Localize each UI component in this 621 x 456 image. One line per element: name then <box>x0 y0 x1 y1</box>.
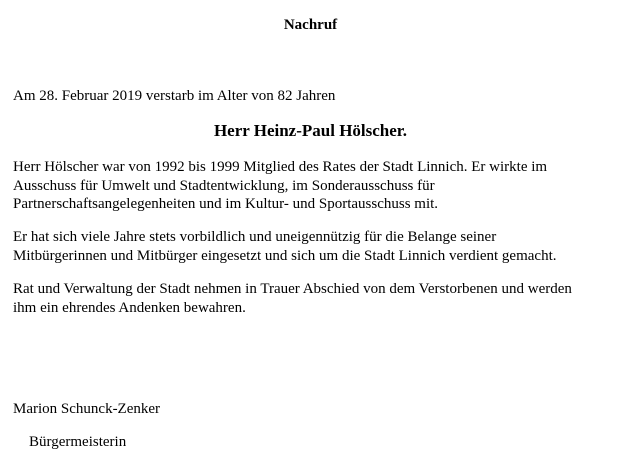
paragraph-farewell: Rat und Verwaltung der Stadt nehmen in Trauer Abschied von dem Verstorbenen und werden ihm ein ehrendes Andenken bewahren. <box>13 281 572 316</box>
paragraph-council-membership: Herr Hölscher war von 1992 bis 1999 Mitglied des Rates der Stadt Linnich. Er wirkte im Ausschuss für Umwelt und Stadtentwicklung, im Sonderausschuss für Partnerschaftsangelegenheiten und im Kultur- und Sportausschuss mit. <box>13 159 548 212</box>
signer-name: Marion Schunck-Zenker <box>13 401 161 417</box>
deceased-name: Herr Heinz-Paul Hölscher. <box>213 121 408 140</box>
intro-line: Am 28. Februar 2019 verstarb im Alter von 82 Jahren <box>13 88 336 104</box>
paragraph-merits: Er hat sich viele Jahre stets vorbildlich und uneigennützig für die Belange seiner Mitbürgerinnen und Mitbürger eingesetzt und sich um die Stadt Linnich verdient gemacht. <box>13 229 557 264</box>
signer-role: Bürgermeisterin <box>29 434 127 450</box>
document-title: Nachruf <box>283 17 338 33</box>
